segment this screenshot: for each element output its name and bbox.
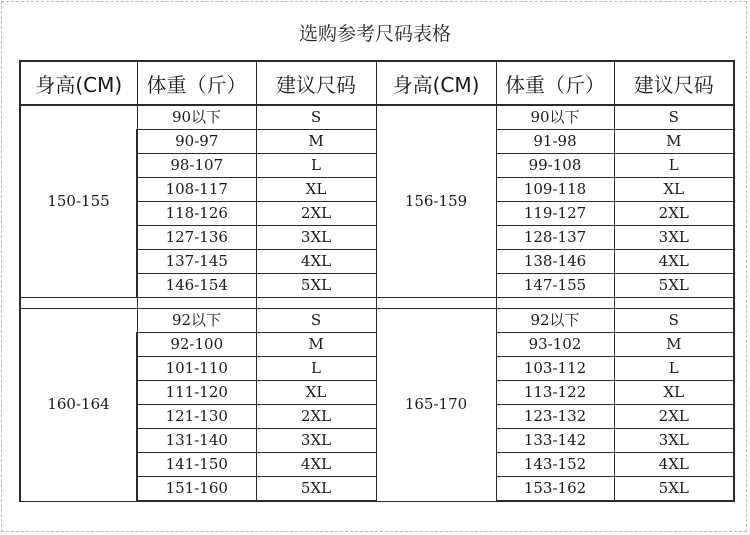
weight-left: 118-126 [137,202,256,226]
weight-left: 137-145 [137,250,256,274]
size-right: 2XL [614,405,734,429]
header-weight-right: 体重（斤） [496,61,614,105]
size-left: 4XL [256,250,376,274]
weight-left: 90-97 [137,130,256,154]
separator-cell [137,298,256,309]
table-row [20,105,734,130]
weight-right: 133-142 [496,429,614,453]
size-right: 3XL [614,429,734,453]
weight-right: 113-122 [496,381,614,405]
size-left: M [256,130,376,154]
weight-right: 91-98 [496,130,614,154]
block-separator [20,298,734,309]
size-right: XL [614,178,734,202]
size-left: XL [256,381,376,405]
weight-left: 141-150 [137,453,256,477]
size-right: M [614,333,734,357]
size-chart-table [19,60,735,502]
separator-cell [256,298,376,309]
weight-right: 92以下 [496,309,614,333]
separator-cell [376,298,496,309]
weight-left: 127-136 [137,226,256,250]
size-left: 5XL [256,274,376,298]
height-range-right: 165-170 [376,309,496,502]
size-right: L [614,154,734,178]
size-right: 3XL [614,226,734,250]
weight-left: 90以下 [137,105,256,130]
header-row [20,61,734,105]
size-right: S [614,309,734,333]
weight-right: 90以下 [496,105,614,130]
size-left: S [256,105,376,130]
weight-left: 131-140 [137,429,256,453]
weight-right: 147-155 [496,274,614,298]
size-left: XL [256,178,376,202]
weight-right: 138-146 [496,250,614,274]
weight-left: 108-117 [137,178,256,202]
weight-left: 111-120 [137,381,256,405]
height-range-left: 160-164 [20,309,137,502]
weight-left: 101-110 [137,357,256,381]
size-left: 3XL [256,429,376,453]
weight-right: 93-102 [496,333,614,357]
size-left: 5XL [256,477,376,502]
size-left: 2XL [256,405,376,429]
weight-left: 146-154 [137,274,256,298]
header-weight-left: 体重（斤） [137,61,256,105]
weight-left: 121-130 [137,405,256,429]
size-left: L [256,357,376,381]
size-left: 4XL [256,453,376,477]
size-right: L [614,357,734,381]
weight-right: 153-162 [496,477,614,502]
size-right: XL [614,381,734,405]
size-right: M [614,130,734,154]
header-height-right: 身高(CM) [376,61,496,105]
size-left: 2XL [256,202,376,226]
size-left: L [256,154,376,178]
height-range-left: 150-155 [20,105,137,298]
weight-left: 92-100 [137,333,256,357]
page-title: 选购参考尺码表格 [298,23,451,45]
size-right: 2XL [614,202,734,226]
size-left: 3XL [256,226,376,250]
separator-cell [496,298,614,309]
weight-right: 99-108 [496,154,614,178]
weight-right: 143-152 [496,453,614,477]
weight-left: 92以下 [137,309,256,333]
weight-right: 119-127 [496,202,614,226]
separator-cell [20,298,137,309]
weight-right: 103-112 [496,357,614,381]
header-size-right: 建议尺码 [614,61,734,105]
table-row [20,309,734,333]
size-right: 5XL [614,477,734,502]
weight-left: 98-107 [137,154,256,178]
weight-left: 151-160 [137,477,256,502]
size-right: 4XL [614,250,734,274]
size-table-body [20,105,734,501]
weight-right: 123-132 [496,405,614,429]
weight-right: 128-137 [496,226,614,250]
header-size-left: 建议尺码 [256,61,376,105]
size-left: S [256,309,376,333]
size-right: S [614,105,734,130]
header-height-left: 身高(CM) [20,61,137,105]
size-left: M [256,333,376,357]
separator-cell [614,298,734,309]
size-right: 5XL [614,274,734,298]
size-right: 4XL [614,453,734,477]
weight-right: 109-118 [496,178,614,202]
height-range-right: 156-159 [376,105,496,298]
